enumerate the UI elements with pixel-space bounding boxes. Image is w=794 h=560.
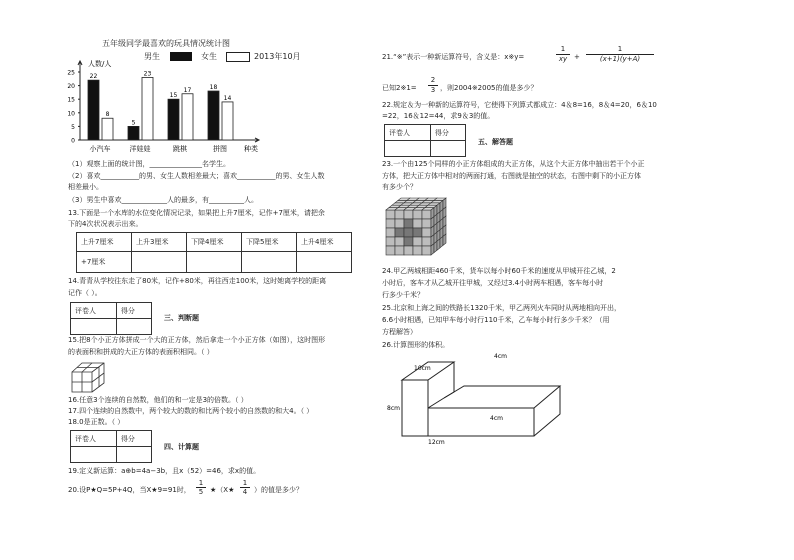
bar-girl	[142, 77, 153, 140]
cube-front-cell	[413, 210, 422, 219]
cube-side-cell	[443, 234, 446, 245]
question-21b: 已知2※1=	[382, 84, 417, 92]
y-tick-label: 0	[71, 137, 75, 145]
cube-front-cell	[422, 246, 431, 255]
question-2a: （2）喜欢___________的男、女生人数相差最大；喜欢___________的男、女生人数	[68, 172, 325, 180]
table-row	[77, 252, 352, 273]
cube-front-cell	[404, 219, 413, 228]
scorer-label: 评卷人	[71, 303, 117, 319]
cube-front-cell	[386, 246, 395, 255]
question-2b: 相差最小。	[68, 183, 103, 191]
cube-front-cell	[413, 228, 422, 237]
section-3-title: 三、判断题	[164, 314, 199, 322]
question-20: 20.设P★Q=5P+4Q，当X★9=91时，	[68, 486, 191, 494]
table-cell: 下降5厘米	[242, 233, 297, 252]
numerator: 1	[242, 479, 248, 487]
cube-front-cell	[422, 210, 431, 219]
question-18: 18.0是正数。（ ）	[68, 418, 125, 426]
question-13a: 13.下面是一个水库的水位变化情况记录，如果把上升7厘米，记作+7厘米，请把余	[68, 209, 325, 217]
denominator: 5	[196, 487, 206, 496]
bar-chart	[60, 58, 280, 158]
table-cell: +7厘米	[77, 252, 132, 273]
cube-front-cell	[404, 210, 413, 219]
question-17: 17.四个连续的自然数中，两个较大的数的和比两个较小的自然数的和大4。（ ）	[68, 407, 314, 415]
bar-boy	[128, 126, 139, 140]
bar-boy	[208, 91, 219, 140]
question-20-end: ）的值是多少？	[254, 486, 303, 494]
y-tick-label: 25	[67, 69, 75, 77]
question-23b: 方体，把大正方体中相对的两面打通，右图就是抽空的状态，右图中剩下的小正方体	[382, 172, 641, 180]
y-tick-label: 20	[67, 83, 75, 91]
denominator: 3	[428, 85, 438, 95]
cube-figure	[70, 360, 106, 394]
table-cell	[242, 252, 297, 273]
denominator: 4	[240, 487, 250, 496]
y-tick-label: 5	[71, 123, 75, 131]
denominator: (x+1)(y+A)	[586, 54, 654, 64]
question-23c: 有多少个？	[382, 183, 417, 191]
bar-value-label: 8	[105, 111, 110, 119]
numerator: 1	[617, 45, 623, 53]
question-19: 19.定义新运算：a⊕b=4a−3b，且x（52）=46，求x的值。	[68, 467, 261, 475]
bar-boy	[88, 80, 99, 140]
table-cell	[187, 252, 242, 273]
cube-front-cell	[386, 219, 395, 228]
score-box-5	[384, 124, 466, 157]
section-4-title: 四、计算题	[164, 443, 199, 451]
dim-label-4cm-top: 4cm	[494, 353, 507, 360]
question-13b: 下的4次状况表示出来。	[68, 220, 143, 228]
plus-sign: +	[574, 53, 580, 61]
legend-boy-label: 男生	[144, 52, 160, 61]
chart-title: 五年级同学最喜欢的玩具情况统计图	[102, 39, 230, 48]
question-3: （3）男生中喜欢_____________人的最多，有__________人。	[68, 196, 258, 204]
water-level-table	[76, 232, 352, 273]
score-label: 得分	[430, 125, 465, 141]
question-25a: 25.北京和上海之间的铁路长1320千米，甲乙两列火车同时从两地相向开出，	[382, 304, 621, 312]
cube-front-cell	[422, 219, 431, 228]
bar-value-label: 5	[131, 119, 136, 127]
question-20-mid: ★（X★	[210, 486, 235, 494]
score-box-4	[70, 430, 152, 463]
question-21c: ，则2004※2005的值是多少？	[440, 84, 538, 92]
question-14a: 14.青青从学校往东走了80米，记作+80米，再往西走100米，这时她离学校的距离	[68, 277, 327, 285]
cube-side-cell	[440, 236, 443, 247]
table-cell	[297, 252, 352, 273]
cube-front-cell	[404, 237, 413, 246]
y-axis-label: 人数/人	[88, 60, 112, 68]
table-cell: 下降4厘米	[187, 233, 242, 252]
cube-side-cell	[434, 241, 437, 252]
question-25b: 6.6小时相遇，已知甲车每小时行110千米，乙车每小时行多少千米？（用	[382, 316, 610, 324]
step-solid-figure	[384, 350, 564, 446]
table-cell: 上升4厘米	[297, 233, 352, 252]
question-15a: 15.把8个小正方体拼成一个大的正方体，然后拿走一个小正方体（如图），这时图形	[68, 336, 326, 344]
question-21a: 21.“※”表示一种新运算符号，含义是：x※y=	[382, 53, 525, 61]
cube-front-cell	[386, 228, 395, 237]
bar-girl	[222, 102, 233, 140]
cube-front-cell	[395, 219, 404, 228]
category-label: 跳棋	[173, 145, 187, 153]
question-14b: 记作（ ）。	[68, 289, 102, 297]
score-box-3	[70, 302, 152, 335]
cube-front-cell	[413, 237, 422, 246]
cube-front-cell	[395, 228, 404, 237]
dim-label-10cm: 10cm	[414, 365, 431, 372]
bar-girl	[182, 94, 193, 140]
bar-girl	[102, 118, 113, 140]
bar-value-label: 14	[223, 94, 232, 102]
question-1: （1）观察上面的统计图，_______________名学生。	[68, 160, 230, 168]
fraction-2-3	[428, 76, 438, 95]
cube-front-cell	[422, 237, 431, 246]
cube-front-cell	[404, 246, 413, 255]
question-22a: 22.规定＆为一种新的运算符号，它使得下列算式都成立：4＆8=16，8＆4=20，6＆10	[382, 101, 657, 109]
cube-front-cell	[413, 219, 422, 228]
cube-front-cell	[395, 246, 404, 255]
question-24c: 行多少千米？	[382, 291, 424, 299]
table-cell	[132, 252, 187, 273]
bar-value-label: 17	[183, 86, 192, 94]
chart-date: 2013年10月	[254, 52, 301, 61]
cube-side-cell	[437, 239, 440, 250]
cube-front-cell	[422, 228, 431, 237]
score-label: 得分	[116, 431, 151, 447]
question-15b: 的表面积和拼成的大正方体的表面积相同。（ ）	[68, 348, 214, 356]
section-5-title: 五、解答题	[478, 138, 513, 146]
scorer-label: 评卷人	[385, 125, 431, 141]
dim-label-12cm: 12cm	[428, 439, 445, 446]
fraction-1-xy	[556, 45, 570, 64]
denominator: xy	[556, 54, 570, 64]
dim-label-8cm: 8cm	[387, 405, 400, 412]
bar-value-label: 23	[143, 70, 152, 78]
y-tick-label: 15	[67, 96, 75, 104]
cube-front-cell	[395, 210, 404, 219]
bar-value-label: 22	[89, 73, 98, 81]
table-row	[77, 233, 352, 252]
bar-value-label: 15	[169, 92, 178, 100]
legend-girl-label: 女生	[201, 52, 217, 61]
question-22b: =22，16＆12=44，求9＆3的值。	[382, 112, 495, 120]
question-24a: 24.甲乙两城相距460千米，货车以每小时60千米的速度从甲城开往乙城，2	[382, 267, 616, 275]
numerator: 1	[198, 479, 204, 487]
dim-label-4cm-mid: 4cm	[490, 415, 503, 422]
cube-front-cell	[404, 228, 413, 237]
numerator: 1	[560, 45, 566, 53]
numerator: 2	[430, 76, 436, 84]
table-cell: 上升7厘米	[77, 233, 132, 252]
question-23a: 23.一个由125个同样的小正方体组成的大正方体，从这个大正方体中抽出若干个小正	[382, 160, 645, 168]
fraction-1-4	[240, 479, 250, 496]
score-label: 得分	[116, 303, 151, 319]
x-axis-label: 种类	[244, 145, 258, 153]
fraction-1-xy1	[586, 45, 654, 64]
hollow-cube-figure	[384, 196, 450, 258]
category-label: 小汽车	[89, 145, 111, 153]
cube-side-cell	[431, 244, 434, 255]
cube-front-cell	[386, 237, 395, 246]
y-tick-label: 10	[67, 110, 75, 118]
question-16: 16.任意3个连续的自然数，他们的和一定是3的倍数。（ ）	[68, 396, 248, 404]
question-24b: 小时后，客车才从乙城开往甲城，又经过3.4小时两车相遇，客车每小时	[382, 279, 604, 287]
category-label: 洋娃娃	[129, 145, 151, 153]
table-cell: 上升3厘米	[132, 233, 187, 252]
fraction-1-5	[196, 479, 206, 496]
question-26: 26.计算图形的体积。	[382, 341, 450, 349]
scorer-label: 评卷人	[71, 431, 117, 447]
cube-front-cell	[413, 246, 422, 255]
cube-front-cell	[395, 237, 404, 246]
question-25c: 方程解答）	[382, 328, 417, 336]
cube-front-cell	[386, 210, 395, 219]
bar-value-label: 18	[209, 84, 218, 92]
category-label: 拼图	[213, 145, 227, 153]
bar-boy	[168, 99, 179, 140]
